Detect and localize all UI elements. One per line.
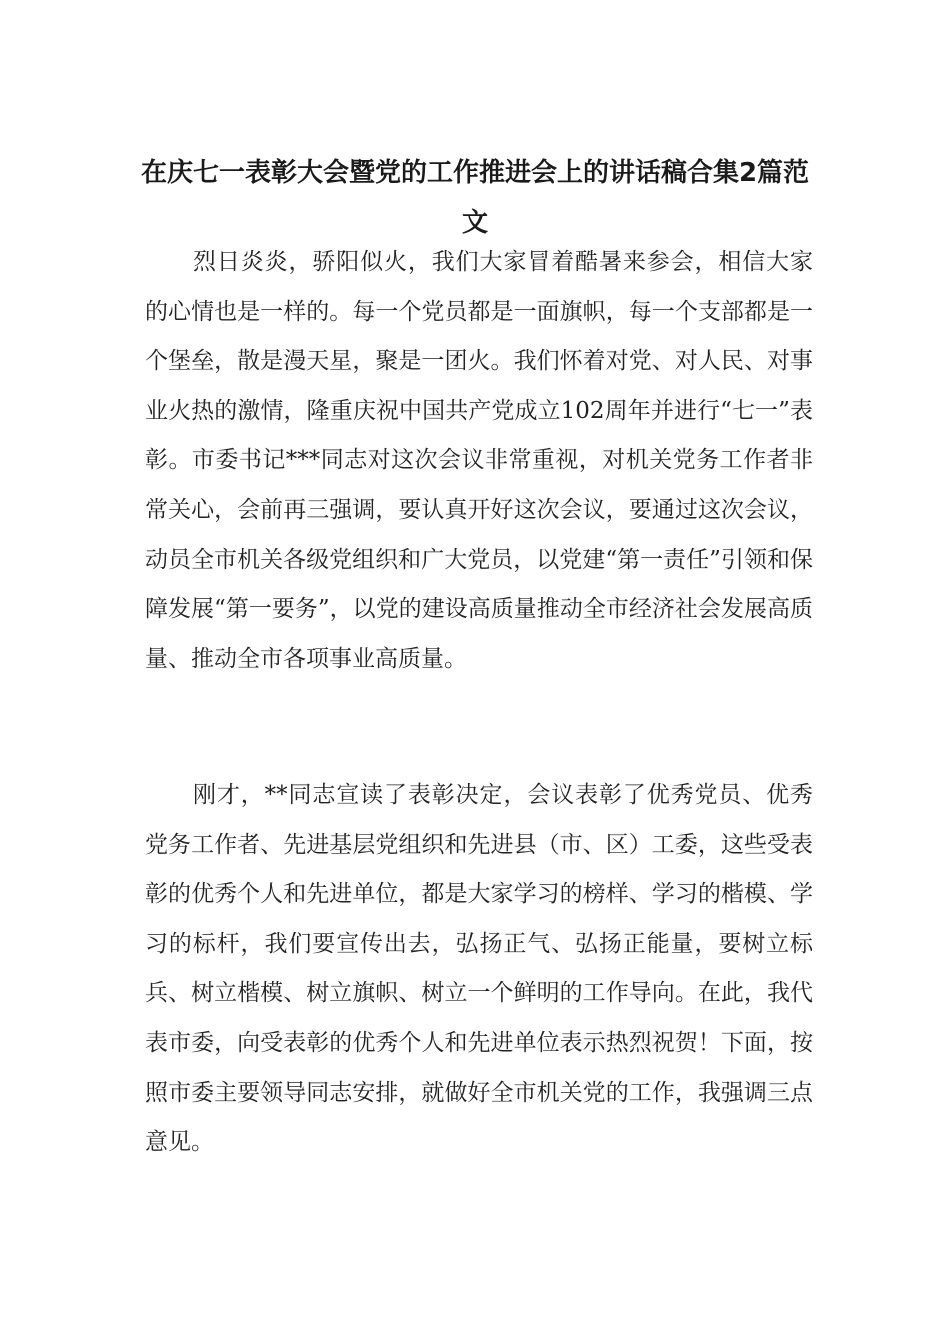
body-paragraph: 烈日炎炎，骄阳似火，我们大家冒着酷暑来参会，相信大家的心情也是一样的。每一个党员都是一面旗帜，每一个支部都是一个堡垒，散是漫天星，聚是一团火。我们怀着对党、对人民、对事业火热的激情，隆重庆祝中国共产党成立102周年并进行“七一”表彰。市委书记***同志对这次会议非常重视，对机关党务工作者非常关心，会前再三强调，要认真开好这次会议，要通过这次会议，动员全市机关各级党组织和广大党员，以党建“第一责任”引领和保障发展“第一要务”，以党的建设高质量推动全市经济社会发展高质量、推动全市各项事业高质量。 <box>145 249 813 672</box>
document-title: 在庆七一表彰大会暨党的工作推进会上的讲话稿合集2篇范文 <box>140 158 810 238</box>
body-paragraph: 刚才，**同志宣读了表彰决定，会议表彰了优秀党员、优秀党务工作者、先进基层党组织和先进县（市、区）工委，这些受表彰的优秀个人和先进单位，都是大家学习的榜样、学习的楷模、学习的标杆，我们要宣传出去，弘扬正气、弘扬正能量，要树立标兵、树立楷模、树立旗帜、树立一个鲜明的工作导向。在此，我代表市委，向受表彰的优秀个人和先进单位表示热烈祝贺！下面，按照市委主要领导同志安排，就做好全市机关党的工作，我强调三点意见。 <box>145 782 813 1156</box>
